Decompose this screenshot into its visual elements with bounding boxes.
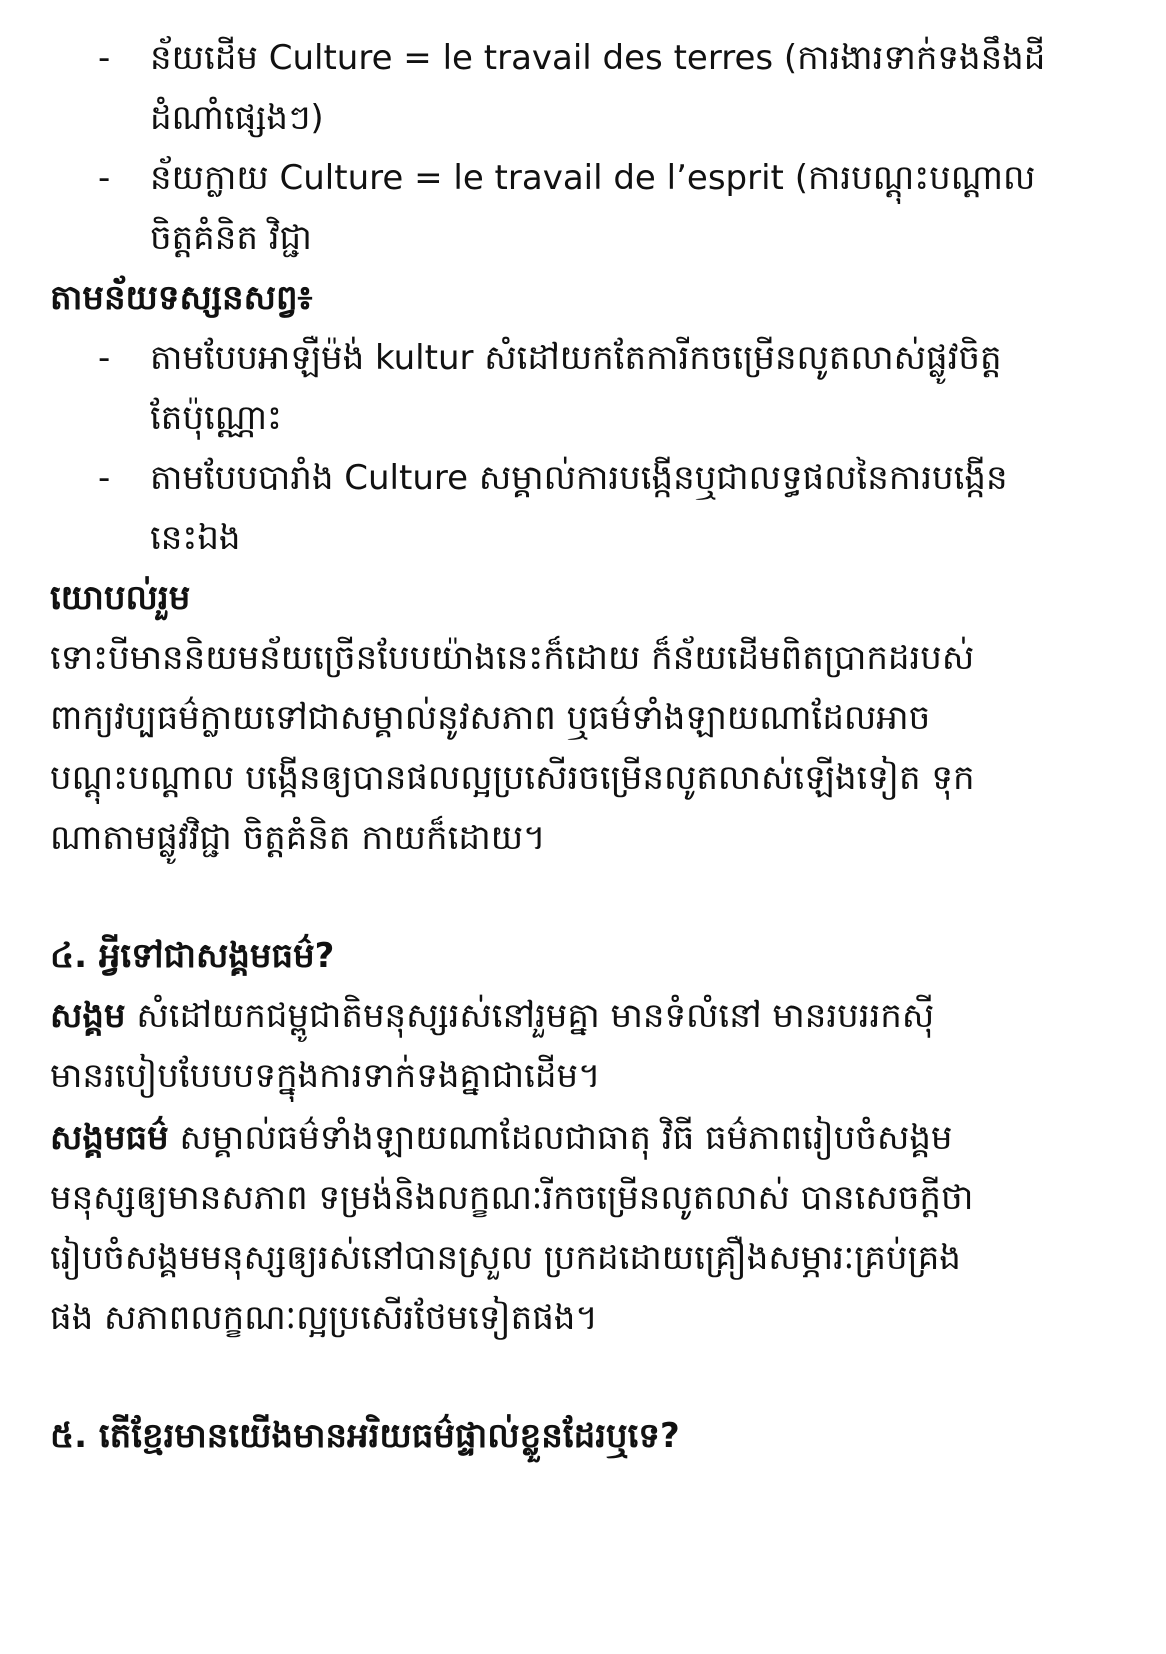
summary-heading: យោបល់រួម xyxy=(50,578,191,618)
section-heading: តាមន័យទស្សនសព្វ៖ xyxy=(50,278,313,318)
summary-line-1: ទោះបីមាននិយមន័យច្រើនបែបយ៉ាងនេះក៏ដោយ ក៏ន័យដើមពិតប្រាកដរបស់ xyxy=(50,638,975,678)
summary-line-3: បណ្ដុះបណ្ដាល បង្កើនឲ្យបានផលល្អប្រសើរចម្រើនលូតលាស់ឡើងទៀត ទុក xyxy=(50,758,975,798)
derived-meaning-line-2: ចិត្តគំនិត វិជ្ជា xyxy=(150,218,312,258)
german-sense-line-2: តែប៉ុណ្ណោះ xyxy=(150,398,282,438)
civilization-definition-line-3: រៀបចំសង្គមមនុស្សឲ្យរស់នៅបានស្រួល ប្រកដដោយគ្រឿងសម្ភារៈគ្រប់គ្រង xyxy=(50,1238,961,1278)
society-definition-line-2: មានរបៀបបែបបទក្នុងការទាក់ទងគ្នាជាដើម។ xyxy=(50,1056,601,1096)
french-sense-line-1: តាមបែបបារាំង Culture សម្គាល់ការបង្កើនឬជាលទ្ធផលនៃការបង្កើន xyxy=(150,458,1008,498)
question-4-heading: ៤. អ្វីទៅជាសង្គមធម៌? xyxy=(50,936,335,976)
derived-meaning-line-1: ន័យក្លាយ Culture = le travail de l’esprit (ការបណ្ដុះបណ្ដាល xyxy=(150,158,1036,198)
list-bullet: - xyxy=(98,158,111,198)
civilization-definition-line-4: ផង សភាពលក្ខណៈល្អប្រសើរថែមទៀតផង។ xyxy=(50,1298,598,1338)
original-meaning-line-2: ដំណាំផ្សេងៗ) xyxy=(150,98,324,138)
society-definition-text: សំដៅយកជម្ពូជាតិមនុស្សរស់នៅរួមគ្នា មានទំលំនៅ មានរបររកស៊ី xyxy=(125,996,935,1036)
german-sense-line-1: តាមបែបអាឡឺម៉ង់ kultur សំដៅយកតែការីកចម្រើនលូតលាស់ផ្លូវចិត្ត xyxy=(150,338,1002,378)
french-sense-line-2: នេះឯង xyxy=(150,518,241,558)
civilization-definition-text: សម្គាល់ធម៌ទាំងឡាយណាដែលជាធាតុ វិធី ធម៌ភាពរៀបចំសង្គម xyxy=(168,1118,953,1158)
list-bullet: - xyxy=(98,38,111,78)
summary-line-2: ពាក្យវប្បធម៌ក្លាយទៅជាសម្គាល់នូវសភាព ឬធម៌ទាំងឡាយណាដែលអាច xyxy=(50,698,931,738)
civilization-definition-line-2: មនុស្សឲ្យមានសភាព ទម្រង់និងលក្ខណៈរីកចម្រើនលូតលាស់ បានសេចក្ដីថា xyxy=(50,1178,974,1218)
original-meaning-line-1: ន័យដើម Culture = le travail des terres (ការងារទាក់ទងនឹងដី xyxy=(150,38,1046,78)
list-bullet: - xyxy=(98,338,111,378)
list-bullet: - xyxy=(98,458,111,498)
civilization-term: សង្គមធម៌ xyxy=(50,1118,169,1158)
summary-line-4: ណាតាមផ្លូវវិជ្ជា ចិត្តគំនិត កាយក៏ដោយ។ xyxy=(50,818,546,858)
society-term: សង្គម xyxy=(50,996,126,1036)
question-5-heading: ៥. តើខ្មែរមានយើងមានអរិយធម៌ផ្ទាល់ខ្លួនដែរឬទេ? xyxy=(50,1416,680,1456)
civilization-definition-line-1 xyxy=(50,1107,953,1169)
society-definition-line-1 xyxy=(50,985,934,1047)
